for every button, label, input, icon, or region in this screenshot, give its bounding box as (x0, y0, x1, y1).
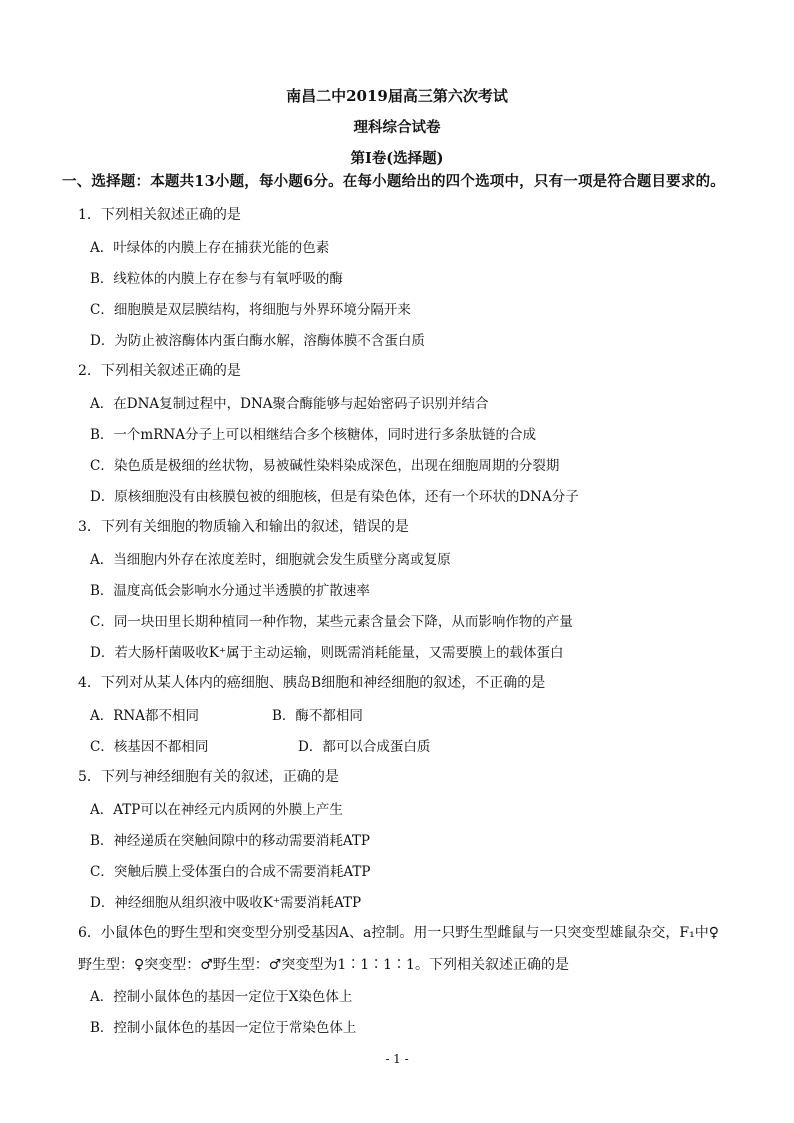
question-1-stem: 1．下列相关叙述正确的是 (78, 207, 241, 223)
question-6-option-a: A．控制小鼠体色的基因一定位于X染色体上 (90, 989, 353, 1005)
section-heading: 一、选择题：本题共13小题，每小题6分。在每小题给出的四个选项中，只有一项是符合题目要求的。 (62, 173, 725, 190)
question-5-option-b: B．神经递质在突触间隙中的移动需要消耗ATP (90, 833, 371, 849)
volume-title: 第Ⅰ卷(选择题) (350, 150, 444, 167)
question-6-stem-continued: 野生型：♀突变型：♂野生型：♂突变型为1∶1∶1∶1。下列相关叙述正确的是 (78, 957, 569, 973)
exam-title: 南昌二中2019届高三第六次考试 (286, 87, 508, 105)
question-2-option-a: A．在DNA复制过程中，DNA聚合酶能够与起始密码子识别并结合 (90, 396, 489, 412)
question-5-option-d: D．神经细胞从组织液中吸收K⁺需要消耗ATP (90, 895, 362, 911)
exam-subtitle: 理科综合试卷 (353, 119, 441, 136)
question-4-option-d: D．都可以合成蛋白质 (298, 739, 431, 755)
question-4-stem: 4．下列对从某人体内的癌细胞、胰岛B细胞和神经细胞的叙述，不正确的是 (78, 675, 546, 691)
question-2-option-c: C．染色质是极细的丝状物，易被碱性染料染成深色，出现在细胞周期的分裂期 (90, 458, 560, 474)
question-5-option-c: C．突触后膜上受体蛋白的合成不需要消耗ATP (90, 864, 371, 880)
question-2-option-d: D．原核细胞没有由核膜包被的细胞核，但是有染色体，还有一个环状的DNA分子 (90, 489, 579, 505)
page-number: - 1 - (385, 1052, 409, 1066)
question-4-option-b: B．酶不都相同 (272, 708, 363, 724)
question-4-option-a: A．RNA都不相同 (90, 708, 199, 724)
question-1-option-d: D．为防止被溶酶体内蛋白酶水解，溶酶体膜不含蛋白质 (90, 333, 425, 349)
question-3-option-c: C．同一块田里长期种植同一种作物，某些元素含量会下降，从而影响作物的产量 (90, 614, 573, 630)
question-3-option-b: B．温度高低会影响水分通过半透膜的扩散速率 (90, 583, 370, 599)
question-1-option-c: C．细胞膜是双层膜结构，将细胞与外界环境分隔开来 (90, 302, 411, 318)
question-3-stem: 3．下列有关细胞的物质输入和输出的叙述，错误的是 (78, 519, 409, 535)
question-2-stem: 2．下列相关叙述正确的是 (78, 363, 241, 379)
question-1-option-a: A．叶绿体的内膜上存在捕获光能的色素 (90, 240, 330, 256)
question-6-stem: 6．小鼠体色的野生型和突变型分别受基因A、a控制。用一只野生型雌鼠与一只突变型雄鼠杂交，F₁中♀ (78, 925, 719, 941)
question-2-option-b: B．一个mRNA分子上可以相继结合多个核糖体，同时进行多条肽链的合成 (90, 427, 536, 443)
question-3-option-d: D．若大肠杆菌吸收K⁺属于主动运输，则既需消耗能量，又需要膜上的载体蛋白 (90, 645, 564, 661)
question-4-option-c: C．核基因不都相同 (90, 739, 209, 755)
question-5-stem: 5．下列与神经细胞有关的叙述，正确的是 (78, 769, 339, 785)
question-5-option-a: A．ATP可以在神经元内质网的外膜上产生 (90, 802, 343, 818)
question-3-option-a: A．当细胞内外存在浓度差时，细胞就会发生质壁分离或复原 (90, 552, 451, 568)
question-6-option-b: B．控制小鼠体色的基因一定位于常染色体上 (90, 1020, 357, 1036)
question-1-option-b: B．线粒体的内膜上存在参与有氧呼吸的酶 (90, 271, 343, 287)
